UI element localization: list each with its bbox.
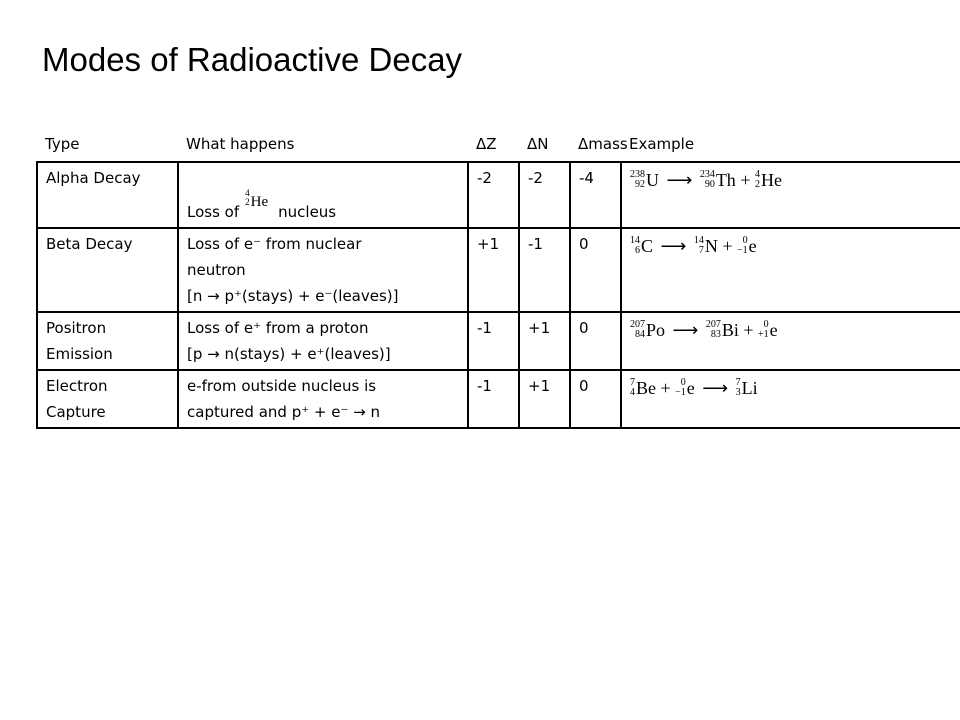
atomic-number: 6 — [635, 244, 640, 256]
nuclide-numbers — [245, 189, 250, 207]
nuclide-numbers — [755, 170, 760, 190]
element-symbol: He — [760, 169, 782, 190]
mass-number: 7 — [735, 376, 741, 388]
atomic-number: 83 — [710, 328, 721, 340]
reaction-arrow: ⟶ — [702, 377, 729, 398]
type-label: Alpha Decay — [46, 169, 141, 187]
description-text: nucleus — [278, 203, 337, 221]
header-example: Example — [629, 135, 695, 153]
atomic-number: 90 — [704, 178, 715, 190]
cell-example — [621, 312, 960, 370]
plus-sign: + — [740, 169, 751, 190]
nuclide-numbers — [758, 320, 769, 340]
atomic-number: 2 — [245, 197, 250, 207]
plus-sign: + — [660, 377, 671, 398]
nuclide-numbers — [736, 378, 741, 398]
type-label: Positron — [46, 319, 107, 337]
cell-example — [621, 370, 960, 428]
type-label: Emission — [46, 345, 113, 363]
element-symbol: e — [748, 235, 757, 256]
header-delta-z: ΔZ — [476, 135, 497, 153]
reaction-arrow: ⟶ — [666, 169, 693, 190]
cell-delta-mass: -4 — [570, 162, 621, 228]
table-row-beta — [37, 228, 960, 312]
mass-number: 14 — [693, 234, 704, 246]
element-symbol: N — [704, 235, 718, 256]
cell-type — [37, 162, 178, 228]
nuclide-numbers — [694, 236, 704, 256]
cell-type — [37, 370, 178, 428]
element-symbol: Po — [646, 319, 666, 340]
mass-number: 0 — [742, 234, 748, 246]
description-line: [n → p⁺(stays) + e⁻(leaves)] — [187, 287, 399, 305]
atomic-number: −1 — [675, 386, 686, 398]
mass-number: 0 — [763, 318, 769, 330]
atomic-number: 84 — [635, 328, 645, 340]
header-delta-n: ΔN — [527, 135, 549, 153]
atomic-number: 4 — [630, 386, 635, 398]
element-symbol: Li — [741, 377, 758, 398]
nuclide-numbers — [737, 236, 748, 256]
mass-number: 207 — [705, 318, 721, 330]
table-row-electron-capture — [37, 370, 960, 428]
type-label: Capture — [46, 403, 106, 421]
mass-number: 7 — [630, 376, 635, 388]
cell-what-happens — [178, 370, 468, 428]
nuclide-numbers — [675, 378, 686, 398]
cell-delta-n: +1 — [519, 370, 570, 428]
type-label: Beta Decay — [46, 235, 133, 253]
cell-type — [37, 312, 178, 370]
cell-type — [37, 228, 178, 312]
cell-delta-n: +1 — [519, 312, 570, 370]
element-symbol: Be — [636, 377, 656, 398]
decay-table-grid — [36, 128, 960, 429]
description-line: neutron — [187, 261, 246, 279]
nuclide-numbers — [700, 170, 715, 190]
cell-delta-mass: 0 — [570, 312, 621, 370]
header-delta-mass: Δmass — [578, 135, 628, 153]
element-symbol: Th — [715, 169, 736, 190]
atomic-number: 2 — [754, 178, 760, 190]
cell-example — [621, 228, 960, 312]
atomic-number: 92 — [635, 178, 645, 190]
description-line: Loss of e⁻ from nuclear — [187, 235, 362, 253]
mass-number: 4 — [245, 188, 250, 198]
cell-delta-z: -1 — [468, 312, 519, 370]
header-what-happens: What happens — [186, 135, 295, 153]
cell-delta-n: -2 — [519, 162, 570, 228]
cell-what-happens — [178, 162, 468, 228]
element-symbol: U — [646, 169, 659, 190]
nuclide-numbers — [706, 320, 721, 340]
cell-delta-z: -1 — [468, 370, 519, 428]
atomic-number: 3 — [735, 386, 741, 398]
decay-table — [36, 128, 960, 429]
reaction-arrow: ⟶ — [660, 235, 687, 256]
type-label: Electron — [46, 377, 108, 395]
atomic-number: 7 — [698, 244, 704, 256]
helium-nuclide — [245, 189, 268, 215]
cell-delta-mass: 0 — [570, 228, 621, 312]
cell-delta-n: -1 — [519, 228, 570, 312]
element-symbol: C — [641, 235, 654, 256]
description-line: Loss of e⁺ from a proton — [187, 319, 369, 337]
nuclide-numbers — [630, 236, 640, 256]
description-text: Loss of — [187, 203, 240, 221]
mass-number: 238 — [630, 168, 645, 180]
description-line: captured and p⁺ + e⁻ → n — [187, 403, 380, 421]
mass-number: 207 — [630, 318, 645, 330]
alpha-description — [187, 188, 337, 225]
mass-number: 234 — [699, 168, 715, 180]
cell-what-happens — [178, 228, 468, 312]
table-row-positron — [37, 312, 960, 370]
cell-what-happens — [178, 312, 468, 370]
page-title: Modes of Radioactive Decay — [42, 41, 463, 78]
element-symbol: e — [686, 377, 695, 398]
nuclide-numbers — [630, 170, 645, 190]
mass-number: 4 — [754, 168, 760, 180]
plus-sign: + — [743, 319, 754, 340]
cell-example — [621, 162, 960, 228]
element-symbol: He — [250, 194, 269, 210]
cell-delta-mass: 0 — [570, 370, 621, 428]
nuclide-numbers — [630, 378, 635, 398]
atomic-number: −1 — [736, 244, 748, 256]
mass-number: 14 — [630, 234, 640, 246]
cell-delta-z: +1 — [468, 228, 519, 312]
element-symbol: Bi — [721, 319, 739, 340]
header-type: Type — [45, 135, 80, 153]
cell-delta-z: -2 — [468, 162, 519, 228]
mass-number: 0 — [680, 376, 686, 388]
header-row — [37, 128, 960, 162]
plus-sign: + — [722, 235, 733, 256]
element-symbol: e — [769, 319, 778, 340]
description-line: e-from outside nucleus is — [187, 377, 377, 395]
table-row-alpha — [37, 162, 960, 228]
description-line: [p → n(stays) + e⁺(leaves)] — [187, 345, 391, 363]
atomic-number: +1 — [758, 328, 769, 340]
nuclide-numbers — [630, 320, 645, 340]
reaction-arrow: ⟶ — [672, 319, 699, 340]
